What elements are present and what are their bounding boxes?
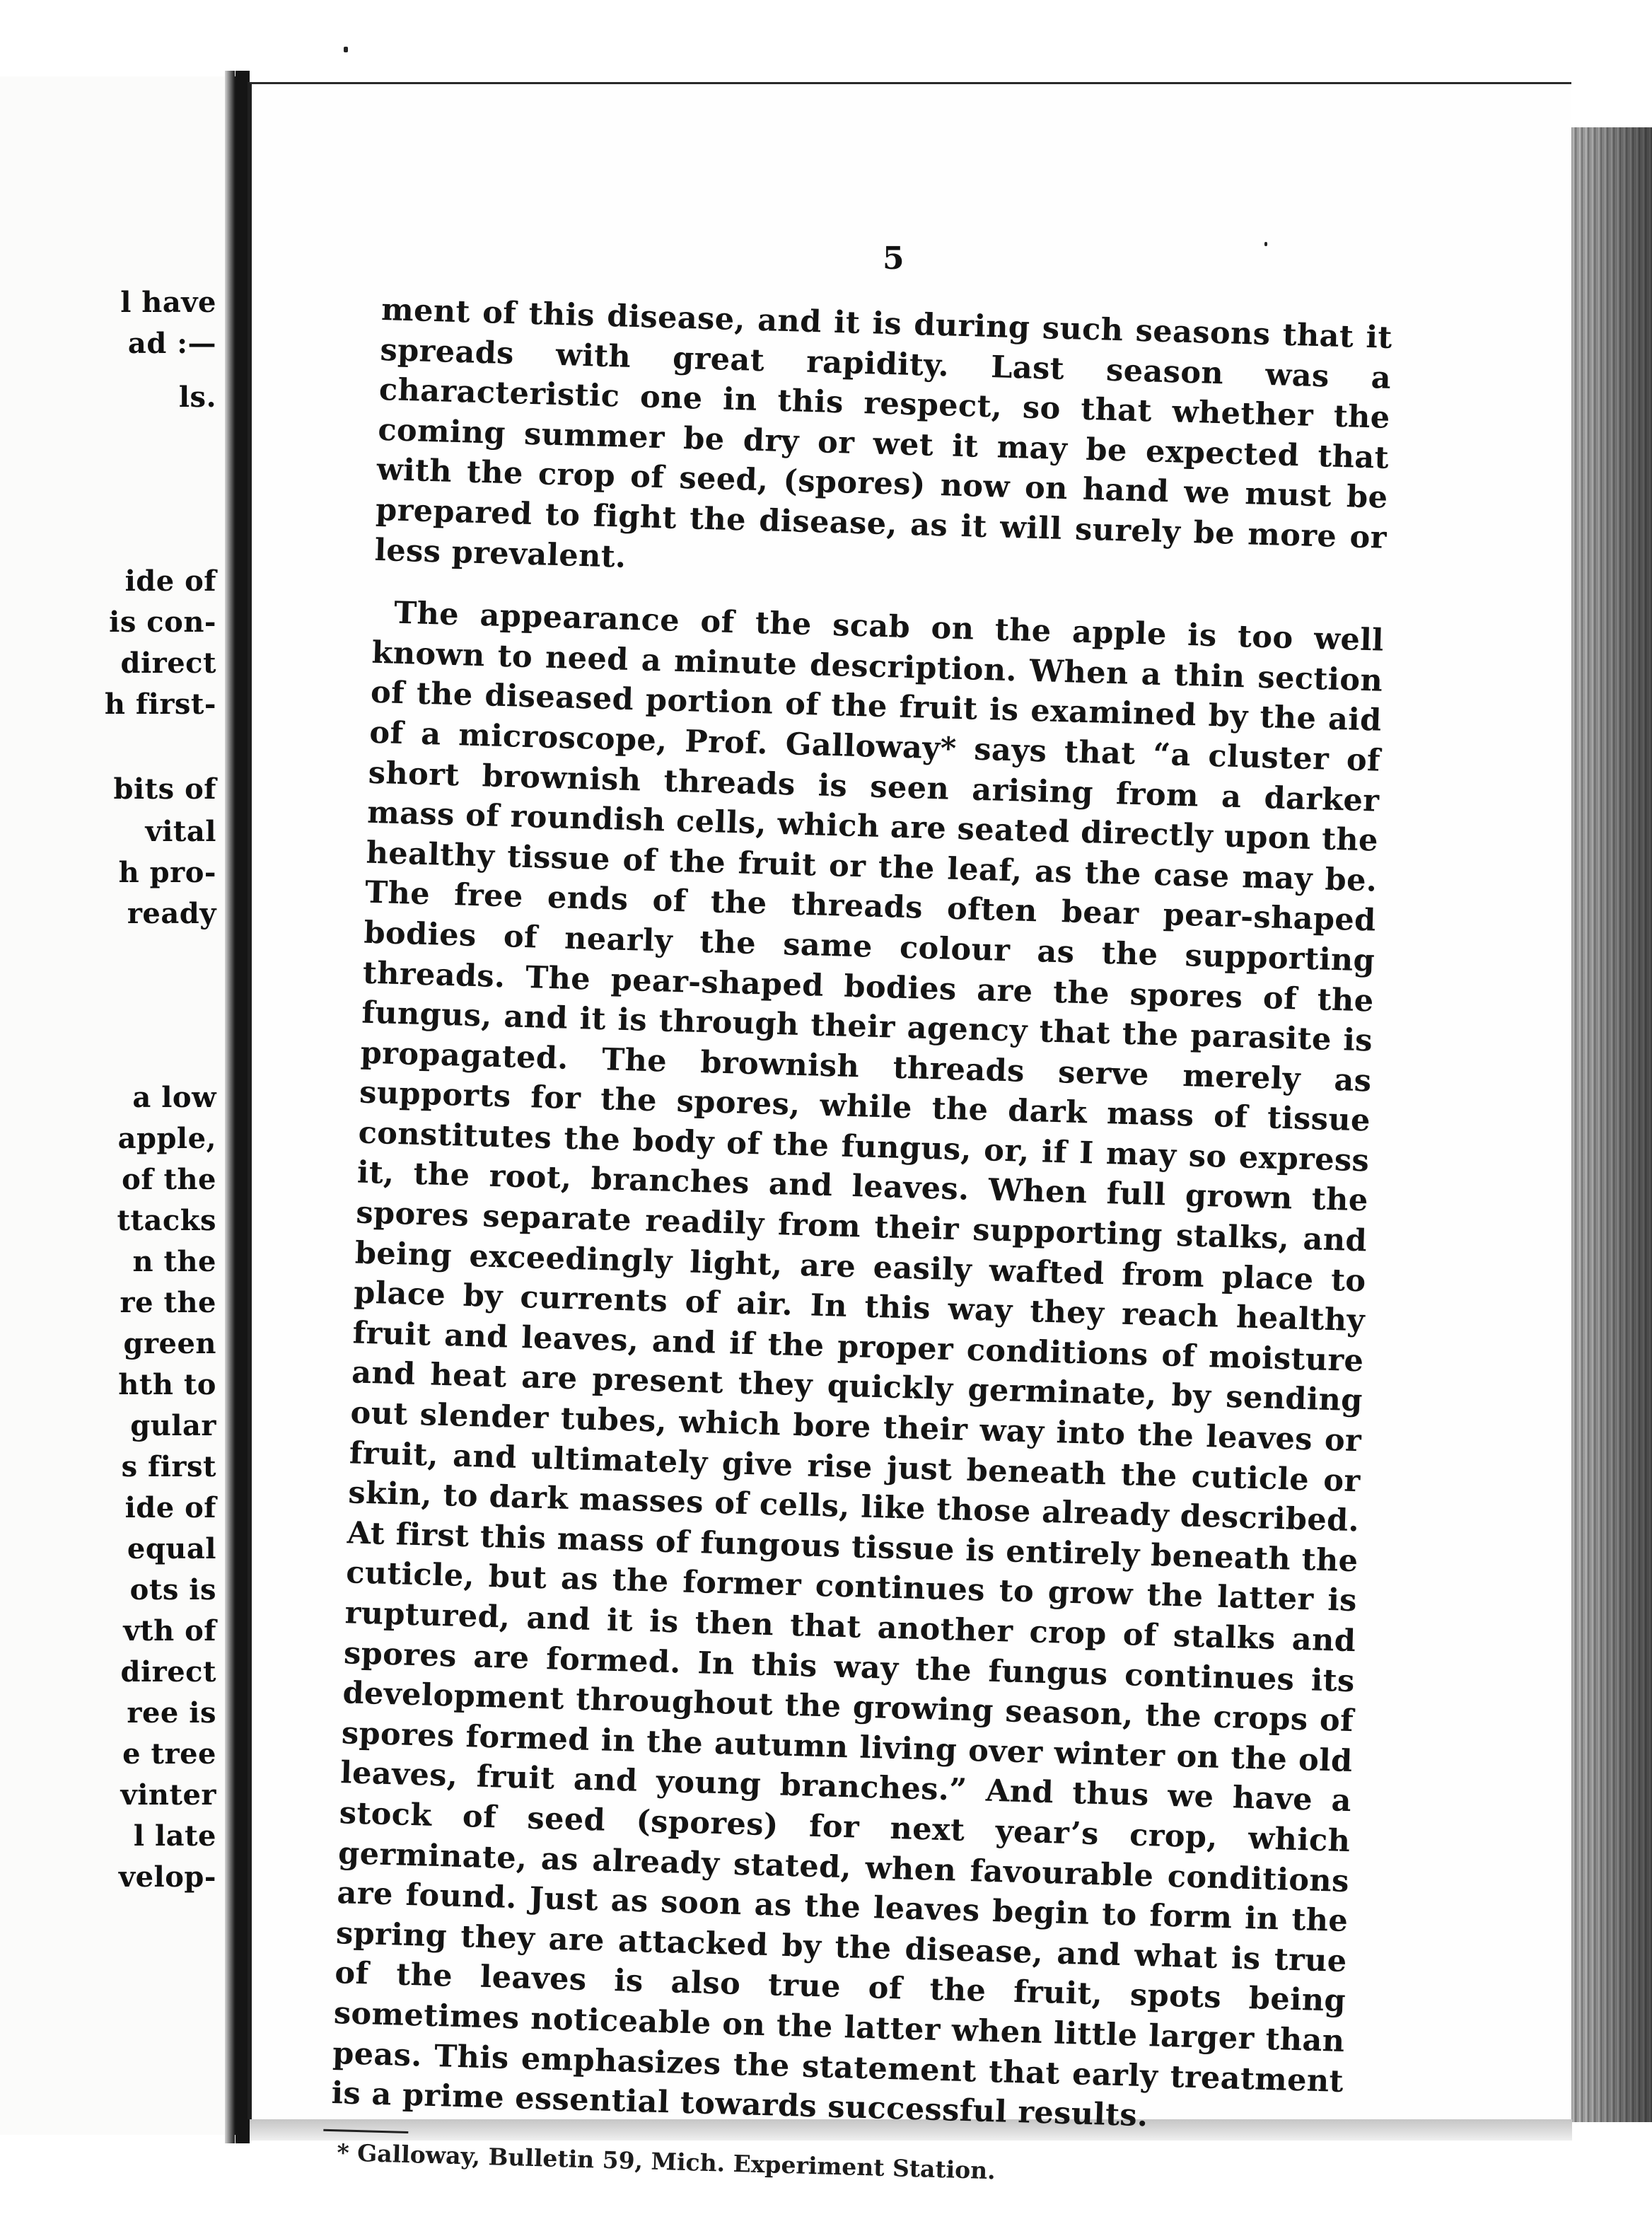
- left-page-line: vth of: [123, 1614, 216, 1647]
- footnote-rule: [323, 2129, 408, 2133]
- left-page-line: ls.: [178, 381, 216, 414]
- left-page-line: ots is: [129, 1573, 216, 1606]
- paragraph: ment of this disease, and it is during such seasons that it spreads with great rapidity. Last season was a characteristic one in this respect, so that whether the coming summer be dry or wet it may be expected that with the crop of seed, (spores) now on hand we must be prepared to fight the disease, as it will surely be more or less prevalent.: [374, 291, 1393, 575]
- left-page-line: vinter: [120, 1778, 216, 1812]
- scan-speck: [344, 47, 348, 52]
- left-page-line: ree is: [127, 1696, 216, 1730]
- left-page-line: re the: [120, 1286, 216, 1319]
- left-page-line: a low: [132, 1081, 216, 1114]
- left-page-line: is con-: [109, 606, 216, 639]
- left-page-line: apple,: [117, 1122, 216, 1155]
- left-page-line: hth to: [118, 1368, 216, 1401]
- left-page-line: n the: [132, 1245, 216, 1278]
- page-body: [330, 290, 1393, 2196]
- left-page-line: green: [123, 1327, 216, 1360]
- left-page-line: ttacks: [117, 1204, 216, 1237]
- left-page-edge-shadow: [225, 71, 235, 2143]
- paragraph: The appearance of the scab on the apple is too well known to need a minute description. When a thin section of the diseased portion of the fruit is examined by the aid of a microscope, Prof. Galloway* says that “a cluster of short brownish threads is seen arising from a darker mass of roundish cells, which are seated directly upon the healthy tissue of the fruit or the leaf, as the case may be. The free ends of the threads often bear pear-shaped bodies of nearly the same colour as the supporting threads. The pear-shaped bodies are the spores of the fungus, and it is through their agency that the parasite is propagated. The brownish threads serve merely as supports for the spores, while the dark mass of tissue constitutes the body of the fungus, or, if I may so express it, the root, branches and leaves. When full grown the spores separate readily from their supporting stalks, and being exceedingly light, are easily wafted from place to place by currents of air. In this way they reach healthy fruit and leaves, and if the proper conditions of moisture and heat are present they quickly germinate, by sending out slender tubes, which bore their way into the leaves or fruit, and ultimately give rise just beneath the cuticle or skin, to dark masses of cells, like those already described. At first this mass of fungous tissue is entirely beneath the cuticle, but as the former continues to grow the latter is ruptured, and it is then that another crop of stalks and spores are formed. In this way the fungus continues its development throughout the growing season, the crops of spores formed in the autumn living over winter on the old leaves, fruit and young branches.” And thus we have a stock of seed (spores) for next year’s crop, which germinate, as already stated, when favourable conditions are found. Just as soon as the leaves begin to form in the spring they are attacked by the disease, and what is true of the leaves is also true of the fruit, spots being sometimes noticeable on the latter when little larger than peas. This emphasizes the statement that early treatment is a prime essential towards successful results.: [331, 595, 1385, 2134]
- left-page-line: direct: [120, 647, 216, 680]
- footnote: * Galloway, Bulletin 59, Mich. Experiment Station.: [336, 2138, 996, 2184]
- left-page-line: ready: [127, 897, 216, 930]
- left-page-line: ide of: [124, 1491, 216, 1524]
- left-page-line: of the: [122, 1163, 216, 1196]
- left-page-line: velop-: [118, 1860, 216, 1894]
- left-page-line: ad :—: [127, 327, 216, 360]
- left-page-line: direct: [120, 1655, 216, 1689]
- page-block-shadow: [1584, 127, 1652, 2122]
- left-page-line: l have: [120, 286, 216, 319]
- left-page-line: h first-: [104, 688, 216, 721]
- left-page-line: l late: [133, 1819, 216, 1853]
- left-page-line: ide of: [124, 564, 216, 598]
- left-page-line: equal: [127, 1532, 216, 1565]
- left-page-line: e tree: [122, 1737, 216, 1771]
- left-page-line: vital: [145, 815, 216, 848]
- scan-speck: [1264, 242, 1267, 246]
- left-page-line: bits of: [113, 772, 216, 806]
- left-page-line: h pro-: [118, 856, 216, 889]
- left-page-line: gular: [130, 1409, 216, 1442]
- page-number: 5: [883, 241, 904, 277]
- left-page: [0, 76, 237, 2135]
- left-page-line: s first: [121, 1450, 216, 1483]
